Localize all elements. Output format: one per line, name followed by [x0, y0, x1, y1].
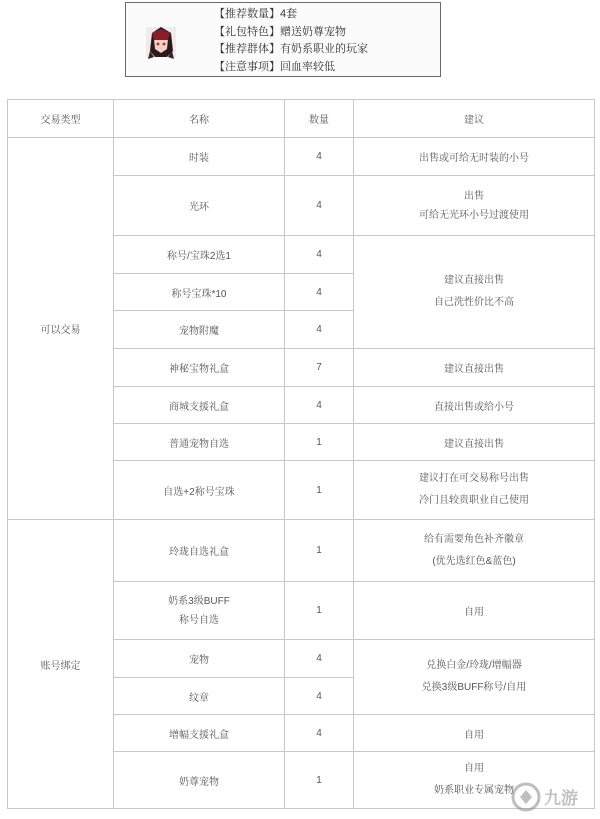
item-advice: 建议直接出售: [354, 424, 595, 461]
trade-advice-table: [7, 99, 595, 809]
item-qty: 4: [285, 236, 354, 274]
info-lines: [214, 6, 368, 76]
package-info-box: [125, 2, 441, 77]
item-name: 神秘宝物礼盒: [114, 349, 285, 387]
item-name: 增幅支援礼盒: [114, 715, 285, 752]
item-advice: 自用 奶系职业专属宠物: [354, 752, 595, 809]
item-name: 商城支援礼盒: [114, 387, 285, 424]
item-advice: 建议打在可交易称号出售 冷门且较贵职业自己使用: [354, 461, 595, 520]
item-advice: 给有需要角色补齐徽章 (优先选红色&蓝色): [354, 520, 595, 582]
item-name: 纹章: [114, 678, 285, 715]
item-advice: 自用: [354, 582, 595, 640]
header-advice: 建议: [354, 100, 595, 138]
item-qty: 4: [285, 715, 354, 752]
item-name: 时装: [114, 138, 285, 176]
item-name: 奶系3级BUFF 称号自选: [114, 582, 285, 640]
item-advice: 直接出售或给小号: [354, 387, 595, 424]
table-header-row: [8, 100, 595, 138]
item-advice: 出售或可给无时装的小号: [354, 138, 595, 176]
info-line-feature: 【礼包特色】赠送奶尊宠物: [214, 25, 346, 38]
item-qty: 4: [285, 387, 354, 424]
item-qty: 4: [285, 678, 354, 715]
group-tradable: 可以交易: [8, 138, 114, 520]
item-name: 自选+2称号宝珠: [114, 461, 285, 520]
item-qty: 4: [285, 311, 354, 349]
item-qty: 4: [285, 138, 354, 176]
item-qty: 1: [285, 582, 354, 640]
item-name: 宠物附魔: [114, 311, 285, 349]
header-quantity: 数量: [285, 100, 354, 138]
item-advice: 出售 可给无光环小号过渡使用: [354, 176, 595, 236]
jiuyou-watermark-logo: [510, 779, 594, 815]
item-qty: 1: [285, 424, 354, 461]
group-bound: 账号绑定: [8, 520, 114, 809]
info-line-audience: 【推荐群体】有奶系职业的玩家: [214, 43, 368, 55]
item-name: 普通宠物自选: [114, 424, 285, 461]
item-qty: 7: [285, 349, 354, 387]
table-row: [8, 520, 595, 582]
item-qty: 4: [285, 274, 354, 311]
item-name: 光环: [114, 176, 285, 236]
item-name: 奶尊宠物: [114, 752, 285, 809]
item-name: 称号/宝珠2选1: [114, 236, 285, 274]
item-qty: 1: [285, 461, 354, 520]
item-advice: 自用: [354, 715, 595, 752]
item-advice: 建议直接出售: [354, 349, 595, 387]
item-qty: 4: [285, 176, 354, 236]
table-row: [8, 138, 595, 176]
item-qty: 1: [285, 752, 354, 809]
item-name: 宠物: [114, 640, 285, 678]
character-avatar-icon: [140, 21, 182, 63]
merged-advice-title: 建议直接出售 自己洗性价比不高: [354, 236, 595, 349]
item-name: 称号宝珠*10: [114, 274, 285, 311]
header-name: 名称: [114, 100, 285, 138]
svg-text:九游: 九游: [544, 789, 578, 809]
item-qty: 1: [285, 520, 354, 582]
info-line-quantity: 【推荐数量】4套: [214, 8, 298, 20]
merged-advice-pet-emblem: 兑换白金/玲珑/增幅器 兑换3级BUFF称号/自用: [354, 640, 595, 715]
header-trade-type: 交易类型: [8, 100, 114, 138]
item-name: 玲珑自选礼盒: [114, 520, 285, 582]
item-qty: 4: [285, 640, 354, 678]
info-line-notes: 【注意事项】回血率较低: [214, 60, 335, 73]
